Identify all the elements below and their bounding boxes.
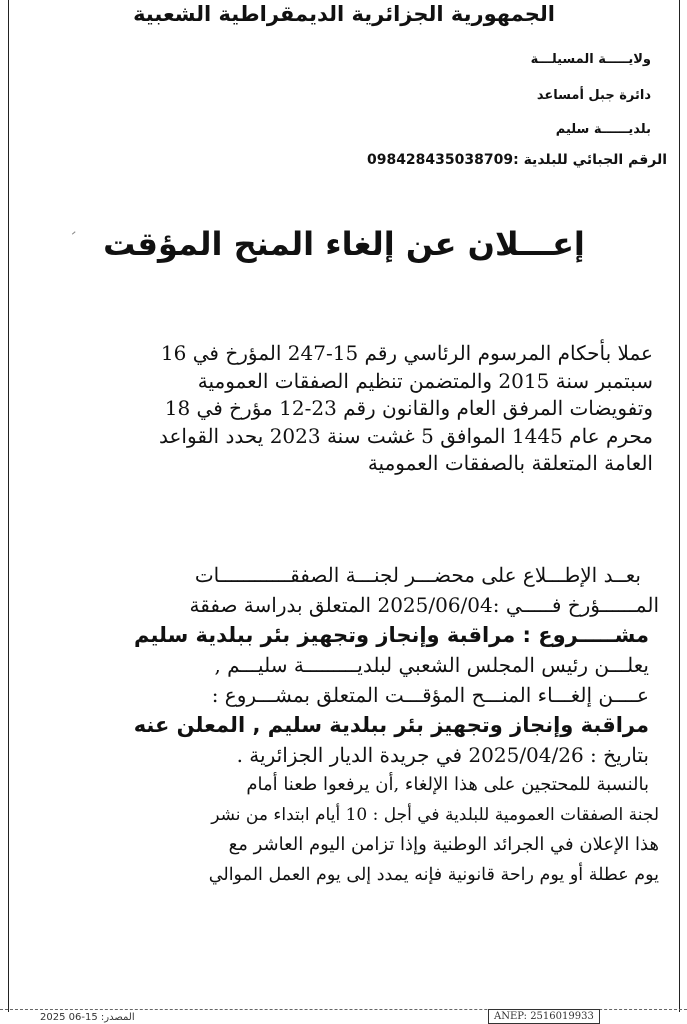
paragraph-line: يعلـــن رئيس المجلس الشعبي لبلديـــــــــة سليـــم , <box>214 653 649 677</box>
republic-heading: الجمهورية الجزائرية الديمقراطية الشعبية <box>133 2 555 26</box>
announcement-title: إعـــلان عن إلغاء المنح المؤقت <box>103 225 585 263</box>
paragraph-line: وتفويضات المرفق العام والقانون رقم 23-12 مؤرخ في 18 <box>164 396 653 420</box>
commune-line: بلديــــــة سليم <box>555 122 651 137</box>
decision-paragraph <box>29 560 659 890</box>
paragraph-line: عــــن إلغـــاء المنـــح المؤقـــت المتعلق بمشـــروع : <box>211 683 649 707</box>
source-label: المصدر: 15-06 2025 <box>36 1011 139 1024</box>
paragraph-line: بالنسبة للمحتجين على هذا الإلغاء ,أن يرفعوا طعنا أمام <box>246 774 649 795</box>
paragraph-line: محرم عام 1445 الموافق 5 غشت سنة 2023 يحدد القواعد <box>159 423 653 448</box>
project-name-line: مشـــــروع : مراقبة وإنجاز وتجهيز بئر ببلدية سليم <box>133 623 649 647</box>
paragraph-line: بتاريخ : 2025/04/26 في جريدة الديار الجزائرية . <box>236 743 649 767</box>
paragraph-line: بعــد الإطـــلاع على محضـــر لجنـــة الصفقــــــــــــات <box>194 563 641 587</box>
paragraph-line: يوم عطلة أو يوم راحة قانونية فإنه يمدد إلى يوم العمل الموالي <box>208 865 659 885</box>
tax-id-line: الرقم الجبائي للبلدية :098428435038709 <box>366 152 667 168</box>
paragraph-line: المــــــؤرخ فـــــي :2025/06/04 المتعلق بدراسة صفقة <box>189 593 659 617</box>
paragraph-line: العامة المتعلقة بالصفقات العمومية <box>367 451 653 475</box>
page-footer <box>0 1009 687 1024</box>
paragraph-line: سبتمبر سنة 2015 والمتضمن تنظيم الصفقات العمومية <box>197 368 653 393</box>
project-name-line: مراقبة وإنجاز وتجهيز بئر ببلدية سليم , المعلن عنه <box>133 713 649 737</box>
daira-line: دائرة جبل أمساعد <box>536 88 651 103</box>
legal-basis-paragraph <box>33 340 653 478</box>
announcement-page <box>8 0 680 1012</box>
wilaya-line: ولايـــــة المسيلـــة <box>530 52 651 67</box>
anep-reference: ANEP: 2516019933 <box>488 1009 600 1024</box>
paragraph-line: هذا الإعلان في الجرائد الوطنية وإذا تزامن اليوم العاشر مع <box>228 834 659 855</box>
paragraph-line: عملا بأحكام المرسوم الرئاسي رقم 15-247 المؤرخ في 16 <box>160 341 653 365</box>
paragraph-line: لجنة الصفقات العمومية للبلدية في أجل : 10 أيام ابتداء من نشر <box>211 805 659 825</box>
